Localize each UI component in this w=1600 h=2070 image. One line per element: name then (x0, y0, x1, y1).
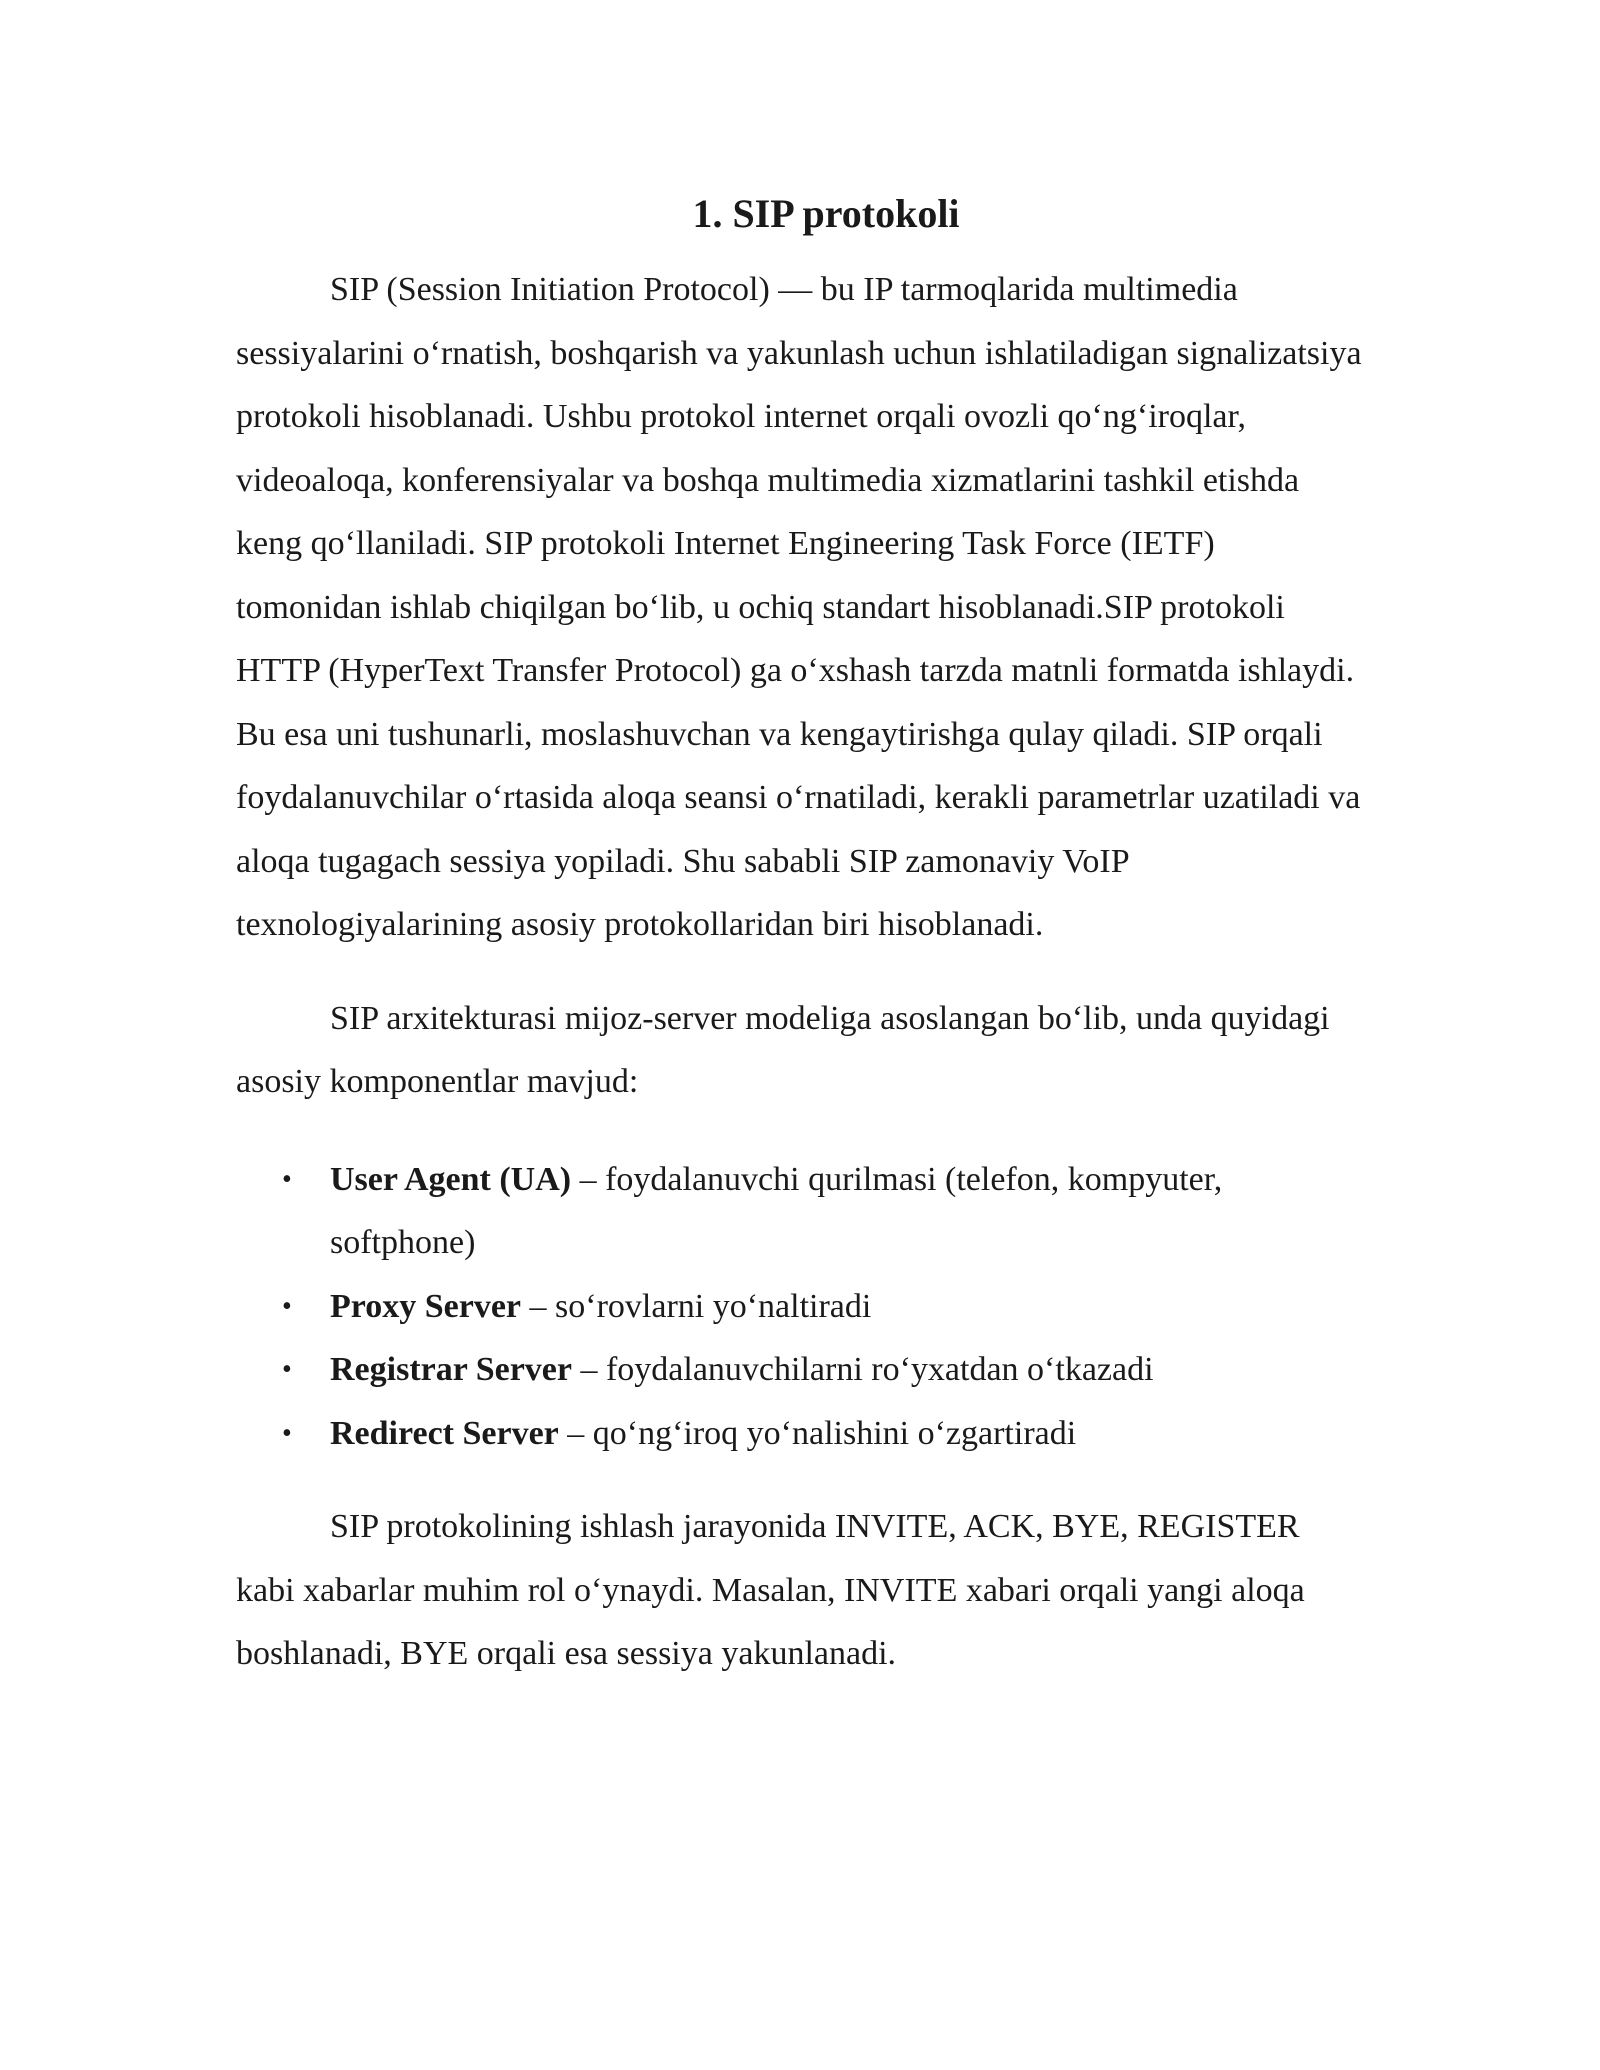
components-list (236, 1148, 1366, 1466)
list-item (236, 1402, 1366, 1466)
section-heading: 1. SIP protokoli (692, 191, 960, 236)
component-description: – foydalanuvchilarni ro‘yxatdan o‘tkazadi (571, 1351, 1154, 1388)
list-item (236, 1275, 1366, 1339)
component-description: – foydalanuvchi qurilmasi (telefon, kompyuter, softphone) (330, 1160, 1223, 1261)
document-page (236, 180, 1366, 1686)
list-item (236, 1148, 1366, 1275)
bullet-icon: • (282, 1354, 292, 1385)
bullet-icon: • (282, 1163, 292, 1195)
component-description: – so‘rovlarni yo‘naltiradi (521, 1287, 872, 1325)
component-term: Proxy Server (330, 1287, 522, 1325)
component-term: User Agent (UA) (330, 1160, 572, 1198)
messages-paragraph: SIP protokolining ishlash jarayonida INVITE, ACK, BYE, REGISTER kabi xabarlar muhim rol o‘ynaydi. Masalan, INVITE xabari orqali yangi aloqa boshlanadi, BYE orqali esa sessiya yakunlanadi. (236, 1508, 1305, 1672)
bullet-icon: • (282, 1290, 292, 1322)
component-description: – qo‘ng‘iroq yo‘nalishini o‘zgartiradi (558, 1414, 1077, 1452)
intro-paragraph: SIP (Session Initiation Protocol) — bu IP tarmoqlarida multimedia sessiyalarini o‘rnatish, boshqarish va yakunlash uchun ishlatiladigan signalizatsiya protokoli hisoblanadi. Ushbu protokol internet orqali ovozli qo‘ng‘iroqlar, videoaloqa, konferensiyalar va boshqa multimedia xizmatlarini tashkil etishda keng qo‘llaniladi. SIP protokoli Internet Engineering Task Force (IETF) tomonidan ishlab chiqilgan bo‘lib, u ochiq standart hisoblanadi.SIP protokoli HTTP (HyperText Transfer Protocol) ga o‘xshash tarzda matnli formatda ishlaydi. Bu esa uni tushunarli, moslashuvchan va kengaytirishga qulay qiladi. SIP orqali foydalanuvchilar o‘rtasida aloqa seansi o‘rnatiladi, kerakli parametrlar uzatiladi va aloqa tugagach sessiya yopiladi. Shu sababli SIP zamonaviy VoIP texnologiyalarining asosiy protokollaridan biri hisoblanadi. (236, 271, 1362, 943)
list-item (236, 1338, 1366, 1402)
bullet-icon: • (282, 1417, 292, 1449)
component-term: Redirect Server (330, 1414, 559, 1452)
architecture-paragraph: SIP arxitekturasi mijoz-server modeliga asoslangan bo‘lib, unda quyidagi asosiy komponentlar mavjud: (236, 999, 1330, 1100)
component-term: Registrar Server (330, 1351, 572, 1388)
